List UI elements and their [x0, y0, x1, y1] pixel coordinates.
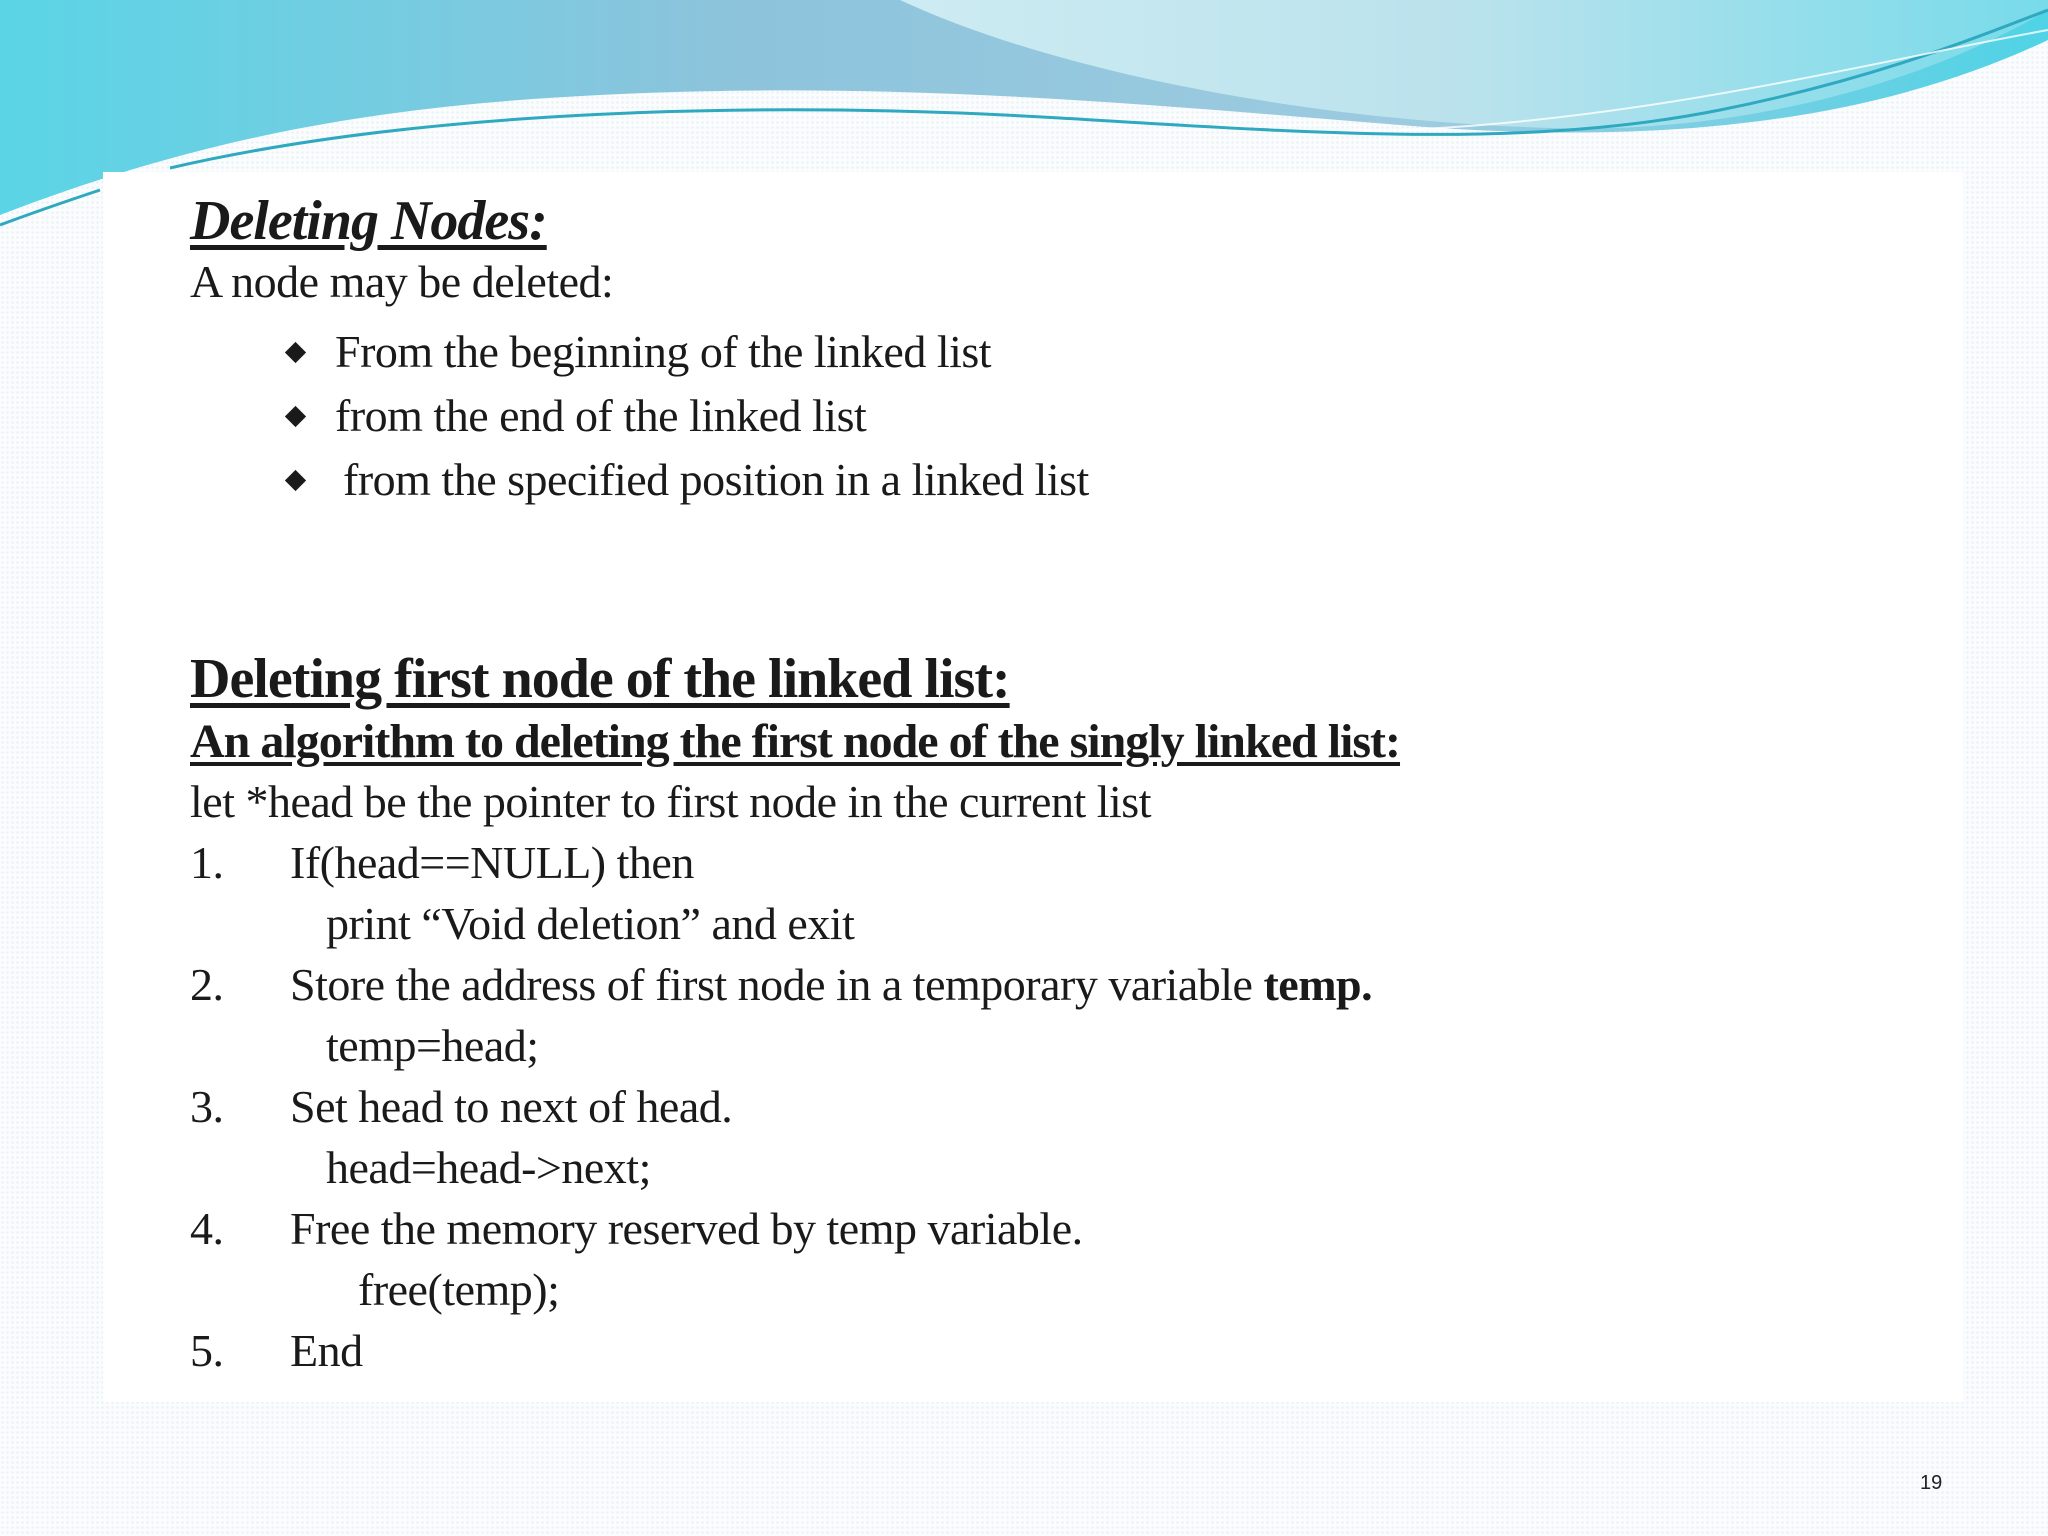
step-text: End — [290, 1325, 363, 1376]
step-number: 4. — [190, 1203, 224, 1254]
step-code: head=head->next; — [326, 1142, 651, 1193]
slide-title: Deleting Nodes: — [190, 190, 547, 252]
step-text: If(head==NULL) then — [290, 837, 694, 888]
step-number: 1. — [190, 837, 224, 888]
algorithm-step — [190, 1198, 1790, 1259]
diamond-bullet-icon — [285, 469, 306, 490]
step-number: 2. — [190, 959, 224, 1010]
diamond-bullet-icon — [285, 341, 306, 362]
slide-content — [190, 190, 1790, 1381]
algorithm-step — [190, 832, 1790, 893]
step-code: temp=head; — [326, 1020, 539, 1071]
step-text-wrapper — [290, 954, 1372, 1015]
step-number: 5. — [190, 1325, 224, 1376]
step-code: free(temp); — [358, 1264, 560, 1315]
step-text: Set head to next of head. — [290, 1081, 733, 1132]
list-item — [282, 448, 1790, 512]
deletion-cases-list — [190, 320, 1790, 512]
diamond-bullet-icon — [285, 405, 306, 426]
step-code: print “Void deletion” and exit — [326, 898, 855, 949]
list-item-text: from the end of the linked list — [335, 390, 867, 441]
algorithm-step — [190, 1076, 1790, 1137]
list-item-text: From the beginning of the linked list — [335, 326, 992, 377]
algorithm-heading: An algorithm to deleting the first node of the singly linked list: — [190, 715, 1401, 768]
algorithm-step — [190, 1320, 1790, 1381]
list-item-text: from the specified position in a linked list — [343, 454, 1089, 505]
algorithm-steps — [190, 832, 1790, 1381]
intro-text: A node may be deleted: — [190, 256, 614, 307]
section-heading: Deleting first node of the linked list: — [190, 648, 1010, 710]
page-number: 19 — [1920, 1472, 1943, 1494]
list-item — [282, 384, 1790, 448]
algorithm-step — [190, 954, 1790, 1015]
step-text: Free the memory reserved by temp variable. — [290, 1203, 1083, 1254]
step-bold-text: temp. — [1263, 959, 1373, 1010]
step-text: Store the address of first node in a temporary variable — [290, 959, 1264, 1010]
preamble-text: let *head be the pointer to first node in the current list — [190, 776, 1151, 827]
list-item — [282, 320, 1790, 384]
step-number: 3. — [190, 1081, 224, 1132]
